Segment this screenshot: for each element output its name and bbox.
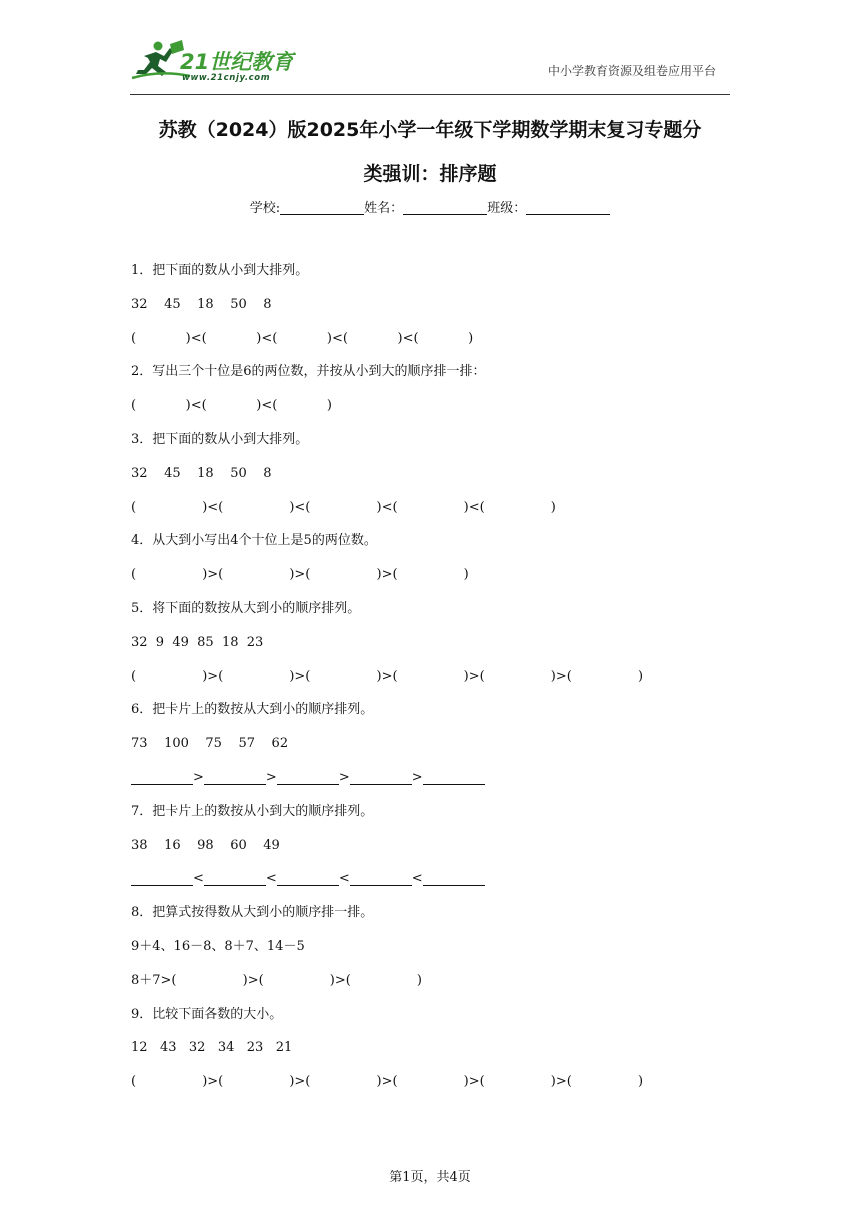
answer-blank[interactable] [350, 768, 412, 785]
question-3-answer[interactable]: ( )<( )<( )<( )<( ) [131, 499, 556, 515]
class-blank[interactable] [526, 200, 610, 215]
question-9-prompt: 9．比较下面各数的大小。 [131, 1006, 283, 1022]
question-3-prompt: 3．把下面的数从小到大排列。 [131, 431, 309, 447]
question-6-prompt: 6．把卡片上的数按从大到小的顺序排列。 [131, 702, 374, 718]
less-than-sign: < [338, 871, 350, 887]
greater-than-sign: > [265, 769, 277, 785]
question-7-answer [131, 862, 731, 896]
answer-blank[interactable] [131, 768, 193, 785]
header-divider [130, 94, 730, 95]
answer-blank[interactable] [277, 768, 339, 785]
name-blank[interactable] [403, 200, 487, 215]
class-label: 班级： [487, 201, 527, 216]
answer-blank[interactable] [277, 869, 339, 886]
question-8-prompt: 8．把算式按得数从大到小的顺序排一排。 [131, 905, 374, 921]
logo-text: 21世纪教育 [180, 50, 294, 74]
question-2-answer[interactable]: ( )<( )<( ) [131, 398, 332, 414]
answer-blank[interactable] [204, 869, 266, 886]
question-4-prompt: 4．从大到小写出4个十位上是5的两位数。 [131, 533, 377, 549]
logo-url: www.21cnjy.com [182, 73, 271, 83]
school-label: 学校: [249, 201, 281, 216]
question-2-prompt: 2．写出三个十位是6的两位数，并按从小到大的顺序排一排： [131, 364, 486, 380]
question-8-answer[interactable]: 8＋7>( )>( )>( ) [131, 972, 423, 988]
greater-than-sign: > [411, 769, 423, 785]
greater-than-sign: > [193, 769, 204, 785]
platform-tagline: 中小学教育资源及组卷应用平台 [547, 64, 716, 78]
question-1-answer[interactable]: ( )<( )<( )<( )<( ) [131, 330, 474, 346]
answer-blank[interactable] [131, 869, 193, 886]
question-4-answer[interactable]: ( )>( )>( )>( ) [131, 567, 469, 583]
question-9-numbers: 12 43 32 34 23 21 [131, 1040, 293, 1056]
question-1-prompt: 1．把下面的数从小到大排列。 [131, 263, 309, 278]
questions [131, 254, 731, 1099]
answer-blank[interactable] [204, 768, 266, 785]
question-5-prompt: 5．将下面的数按从大到小的顺序排列。 [131, 600, 361, 616]
student-info [0, 197, 860, 216]
question-5-numbers: 32 9 49 85 18 23 [131, 634, 264, 650]
question-7-numbers: 38 16 98 60 49 [131, 837, 280, 853]
question-5-answer[interactable]: ( )>( )>( )>( )>( )>( ) [131, 668, 644, 684]
name-label: 姓名： [364, 201, 404, 216]
greater-than-sign: > [338, 769, 350, 785]
answer-blank[interactable] [423, 768, 485, 785]
answer-blank[interactable] [423, 869, 485, 886]
less-than-sign: < [193, 871, 204, 887]
page-footer: 第1页，共4页 [389, 1170, 471, 1185]
title-line-1: 苏教（2024）版2025年小学一年级下学期数学期末复习专题分 [158, 119, 702, 141]
page-title [130, 108, 730, 196]
school-blank[interactable] [280, 200, 364, 215]
less-than-sign: < [411, 871, 423, 887]
question-3-numbers: 32 45 18 50 8 [131, 465, 272, 481]
answer-blank[interactable] [350, 869, 412, 886]
question-9-answer[interactable]: ( )>( )>( )>( )>( )>( ) [131, 1074, 644, 1090]
question-1-numbers: 32 45 18 50 8 [131, 296, 272, 312]
question-8-numbers: 9＋4、16－8、8＋7、14－5 [131, 938, 305, 954]
less-than-sign: < [265, 871, 277, 887]
site-logo[interactable] [130, 38, 305, 84]
question-6-answer [131, 761, 731, 795]
title-line-2: 类强训：排序题 [363, 163, 497, 185]
question-7-prompt: 7．把卡片上的数按从小到大的顺序排列。 [131, 803, 374, 819]
question-6-numbers: 73 100 75 57 62 [131, 736, 289, 752]
